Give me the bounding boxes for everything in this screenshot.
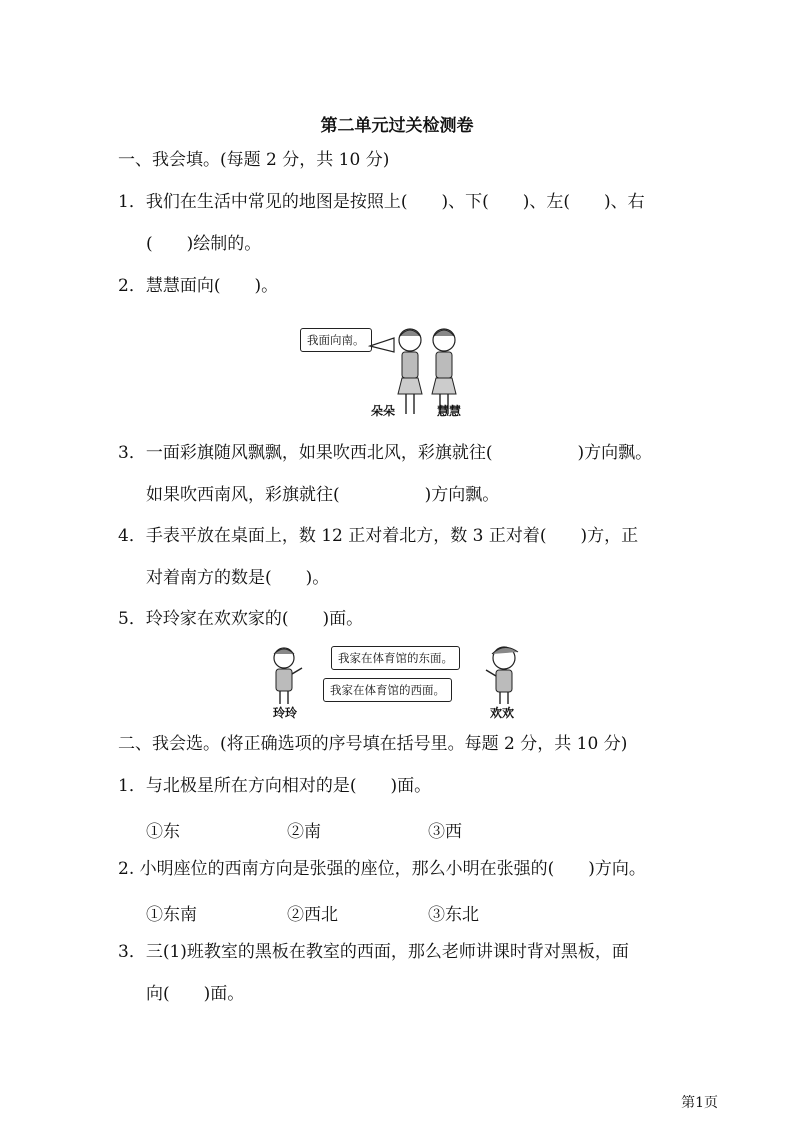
s1-q1-line1: 1．我们在生活中常见的地图是按照上( )、下( )、左( )、右 (118, 192, 645, 212)
lingling-illustration (266, 644, 306, 706)
q2-label-duoduo: 朵朵 (371, 404, 396, 418)
s1-q4-line1: 4．手表平放在桌面上，数 12 正对着北方，数 3 正对着( )方，正 (118, 526, 639, 546)
section-2-heading: 二、我会选。(将正确选项的序号填在括号里。每题 2 分，共 10 分) (118, 734, 628, 754)
s1-q3-line1: 3．一面彩旗随风飘飘，如果吹西北风，彩旗就往( )方向飘。 (118, 443, 653, 463)
s1-q4-line2: 对着南方的数是( )。 (146, 568, 330, 588)
s1-q1-line2: ( )绘制的。 (146, 234, 262, 254)
page-title: 第二单元过关检测卷 (320, 116, 474, 136)
huanhuan-illustration (478, 642, 528, 706)
q5-bubble-top: 我家在体育馆的东面。 (331, 646, 460, 670)
s2-q2-option-3: ③东北 (428, 905, 479, 925)
s2-q1-option-1: ①东 (146, 822, 180, 842)
q5-bubble-bottom: 我家在体育馆的西面。 (323, 678, 452, 702)
s1-q5: 5．玲玲家在欢欢家的( )面。 (118, 609, 364, 629)
section-1-heading: 一、我会填。(每题 2 分，共 10 分) (118, 150, 390, 170)
s2-q3-line1: 3．三(1)班教室的黑板在教室的西面，那么老师讲课时背对黑板，面 (118, 942, 629, 962)
s1-q2: 2．慧慧面向( )。 (118, 276, 279, 296)
q2-label-huihui: 慧慧 (437, 404, 462, 418)
s2-q3-line2: 向( )面。 (146, 984, 245, 1004)
s2-q1-option-2: ②南 (287, 822, 321, 842)
s2-q2-option-1: ①东南 (146, 905, 197, 925)
q5-label-huanhuan: 欢欢 (490, 706, 515, 720)
s2-q1: 1．与北极星所在方向相对的是( )面。 (118, 776, 432, 796)
s2-q2-option-2: ②西北 (287, 905, 338, 925)
s1-q3-line2: 如果吹西南风，彩旗就往( )方向飘。 (146, 485, 500, 505)
q5-label-lingling: 玲玲 (273, 706, 298, 720)
s2-q2: 2. 小明座位的西南方向是张强的座位，那么小明在张强的( )方向。 (118, 859, 646, 879)
page-number: 第1页 (681, 1095, 718, 1111)
q2-speech-bubble: 我面向南。 (300, 328, 372, 352)
s2-q1-option-3: ③西 (428, 822, 462, 842)
